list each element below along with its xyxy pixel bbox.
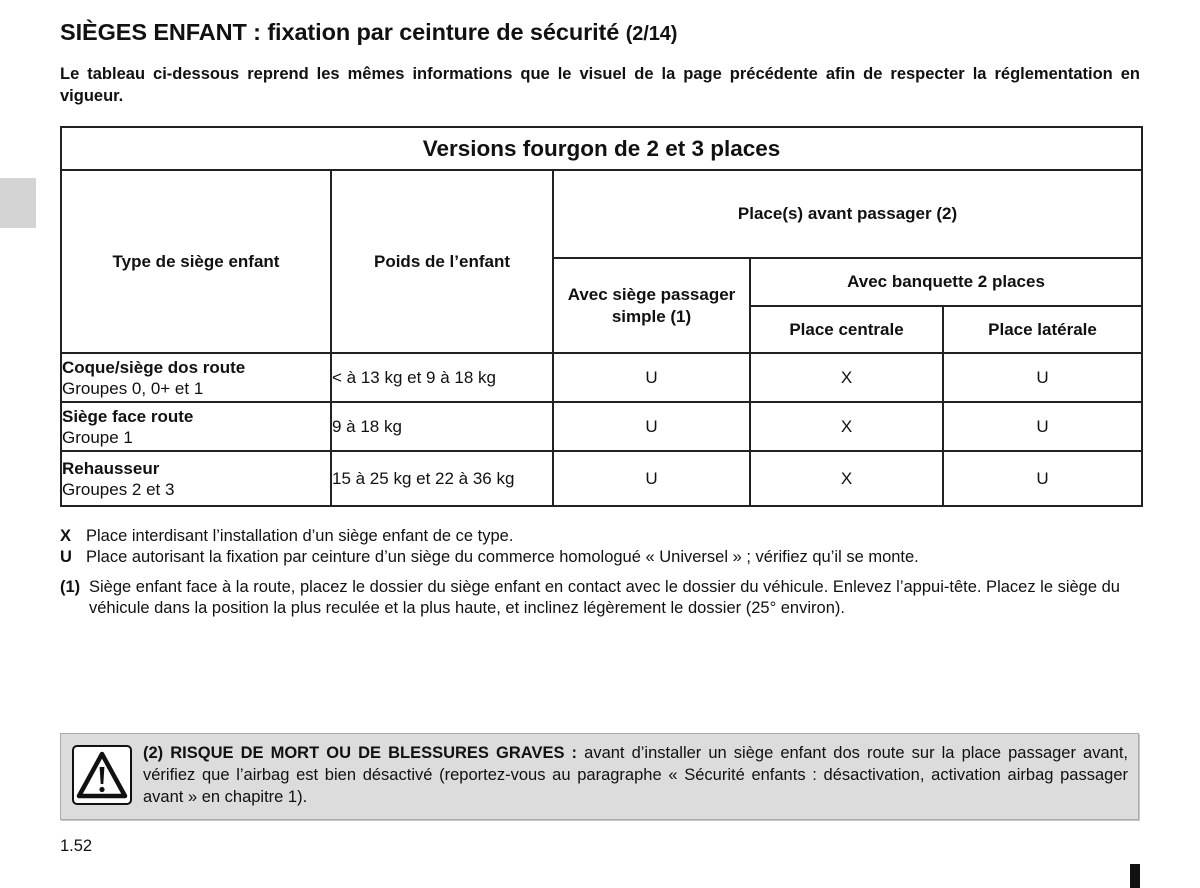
legend-u-text: Place autorisant la fixation par ceinture d’un siège du commerce homologué « Universel » ; vérifiez qu’il se monte. xyxy=(86,548,919,566)
header-center-seat: Place centrale xyxy=(750,306,943,353)
chapter-tab-marker xyxy=(0,178,36,228)
center-seat-value: X xyxy=(750,451,943,506)
header-bench-two-seats: Avec banquette 2 places xyxy=(750,258,1142,306)
lateral-seat-value: U xyxy=(943,451,1142,506)
header-child-seat-type: Type de siège enfant xyxy=(61,170,331,353)
seat-type-group: Groupes 2 et 3 xyxy=(62,479,175,499)
table-row xyxy=(61,353,1142,402)
table-title: Versions fourgon de 2 et 3 places xyxy=(61,127,1142,170)
legend-x xyxy=(60,526,1150,547)
intro-paragraph: Le tableau ci-dessous reprend les mêmes informations que le visuel de la page précédente afin de respecter la réglementation en vigueur. xyxy=(60,65,1140,105)
page-counter: (2/14) xyxy=(625,23,678,45)
footnote-1 xyxy=(60,577,1150,619)
seat-type-cell xyxy=(61,353,331,402)
weight-cell: < à 13 kg et 9 à 18 kg xyxy=(331,353,553,402)
warning-heading: (2) RISQUE DE MORT OU DE BLESSURES GRAVES : xyxy=(143,744,578,762)
seat-type-cell xyxy=(61,402,331,451)
warning-body: avant d’installer un siège enfant dos route sur la place passager avant, vérifiez que l’airbag est bien désactivé (reportez-vous au paragraphe « Sécurité enfants : désactivation, activation airbag passager avant » en chapitre 1). xyxy=(143,744,1128,806)
warning-text xyxy=(143,742,1128,808)
seat-type-cell xyxy=(61,451,331,506)
header-single-passenger-seat: Avec siège passager simple (1) xyxy=(553,258,750,353)
seat-type-group: Groupes 0, 0+ et 1 xyxy=(62,378,204,398)
single-seat-value: U xyxy=(553,402,750,451)
seat-type-name: Siège face route xyxy=(62,406,194,426)
lateral-seat-value: U xyxy=(943,402,1142,451)
page-number: 1.52 xyxy=(60,837,93,855)
legend-u-key: U xyxy=(60,548,72,566)
table-row xyxy=(61,402,1142,451)
seat-type-group: Groupe 1 xyxy=(62,427,133,447)
header-child-weight: Poids de l’enfant xyxy=(331,170,553,353)
center-seat-value: X xyxy=(750,402,943,451)
lateral-seat-value: U xyxy=(943,353,1142,402)
weight-cell: 15 à 25 kg et 22 à 36 kg xyxy=(331,451,553,506)
footnote-1-key: (1) xyxy=(60,578,81,596)
table-row xyxy=(61,451,1142,506)
header-lateral-seat: Place latérale xyxy=(943,306,1142,353)
page-corner-marker xyxy=(1130,864,1140,888)
seat-type-name: Rehausseur xyxy=(62,458,160,478)
warning-box xyxy=(60,733,1139,820)
legend-u xyxy=(60,547,1150,568)
footnote-1-text: Siège enfant face à la route, placez le dossier du siège enfant en contact avec le dossier du véhicule. Enlevez l’appui-tête. Placez le siège du véhicule dans la position la plus reculée et la plus haute, et inclinez légèrement le dossier (25° environ). xyxy=(89,578,1120,617)
table-legend xyxy=(60,526,1150,619)
page-title xyxy=(60,19,677,46)
center-seat-value: X xyxy=(750,353,943,402)
weight-cell: 9 à 18 kg xyxy=(331,402,553,451)
child-seat-table xyxy=(60,126,1143,507)
seat-type-name: Coque/siège dos route xyxy=(62,357,246,377)
header-front-passenger-seats: Place(s) avant passager (2) xyxy=(553,170,1142,258)
single-seat-value: U xyxy=(553,451,750,506)
legend-x-key: X xyxy=(60,527,72,545)
warning-triangle-icon xyxy=(72,745,132,805)
page-title-text: SIÈGES ENFANT : fixation par ceinture de sécurité xyxy=(60,19,620,45)
single-seat-value: U xyxy=(553,353,750,402)
legend-x-text: Place interdisant l’installation d’un siège enfant de ce type. xyxy=(86,527,514,545)
